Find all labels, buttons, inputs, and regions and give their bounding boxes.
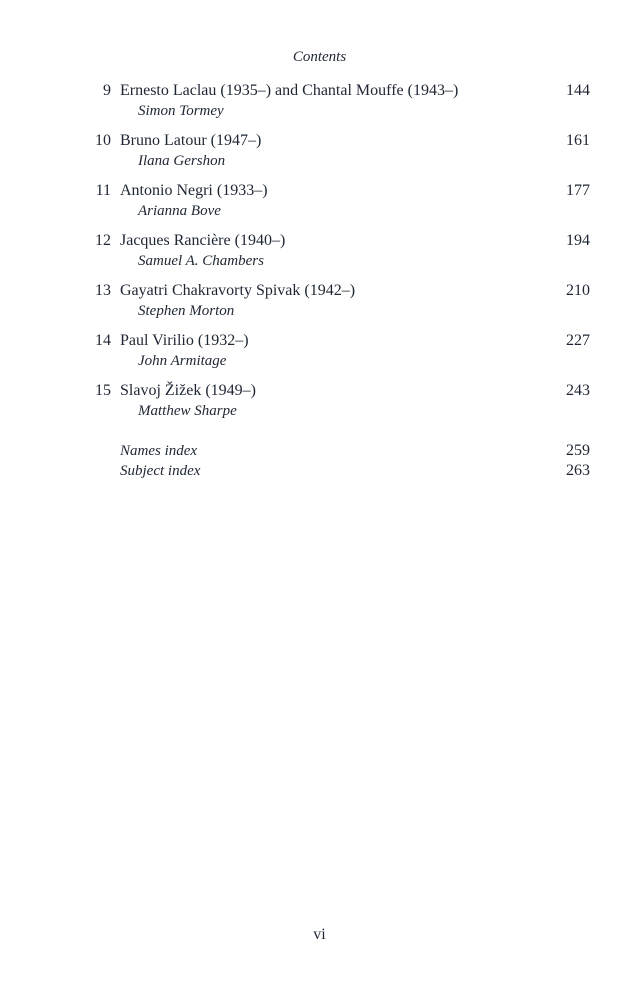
chapter-page: 243 (566, 382, 590, 399)
chapter-title: Slavoj Žižek (1949–) (120, 382, 256, 399)
chapter-title: Gayatri Chakravorty Spivak (1942–) (120, 282, 356, 299)
toc-entry-12 (0, 231, 639, 281)
toc-entry-9 (0, 81, 639, 131)
index-list (0, 441, 639, 481)
chapter-author: John Armitage (138, 353, 227, 369)
index-entry-subject (0, 461, 639, 481)
chapter-title: Antonio Negri (1933–) (120, 182, 268, 199)
chapter-page: 177 (566, 182, 590, 199)
chapter-number: 15 (95, 382, 111, 399)
chapter-number: 13 (95, 282, 111, 299)
chapter-title: Bruno Latour (1947–) (120, 132, 262, 149)
chapter-title: Jacques Rancière (1940–) (120, 232, 286, 249)
chapter-title: Ernesto Laclau (1935–) and Chantal Mouffe (1943–) (120, 82, 459, 99)
chapter-title: Paul Virilio (1932–) (120, 332, 249, 349)
toc-entry-14 (0, 331, 639, 381)
chapter-number: 14 (95, 332, 111, 349)
toc-entry-15 (0, 381, 639, 431)
chapter-author: Simon Tormey (138, 103, 224, 119)
index-label: Subject index (120, 463, 201, 479)
toc-entry-10 (0, 131, 639, 181)
index-entry-names (0, 441, 639, 461)
toc-entry-11 (0, 181, 639, 231)
chapter-number: 9 (103, 82, 111, 99)
chapter-number: 11 (95, 182, 111, 199)
toc-entry-13 (0, 281, 639, 331)
table-of-contents (0, 81, 639, 431)
chapter-author: Ilana Gershon (138, 153, 226, 169)
chapter-number: 12 (95, 232, 111, 249)
index-label: Names index (120, 443, 198, 459)
chapter-author: Arianna Bove (138, 203, 221, 219)
chapter-page: 161 (566, 132, 590, 149)
chapter-author: Stephen Morton (138, 303, 235, 319)
chapter-author: Matthew Sharpe (138, 403, 237, 419)
chapter-page: 144 (566, 82, 590, 99)
running-head: Contents (292, 49, 347, 65)
chapter-author: Samuel A. Chambers (138, 253, 264, 269)
index-page: 259 (566, 442, 590, 459)
chapter-page: 227 (566, 332, 590, 349)
chapter-page: 210 (566, 282, 590, 299)
page-number: vi (313, 926, 326, 943)
index-page: 263 (566, 462, 590, 479)
chapter-page: 194 (566, 232, 590, 249)
chapter-number: 10 (95, 132, 111, 149)
